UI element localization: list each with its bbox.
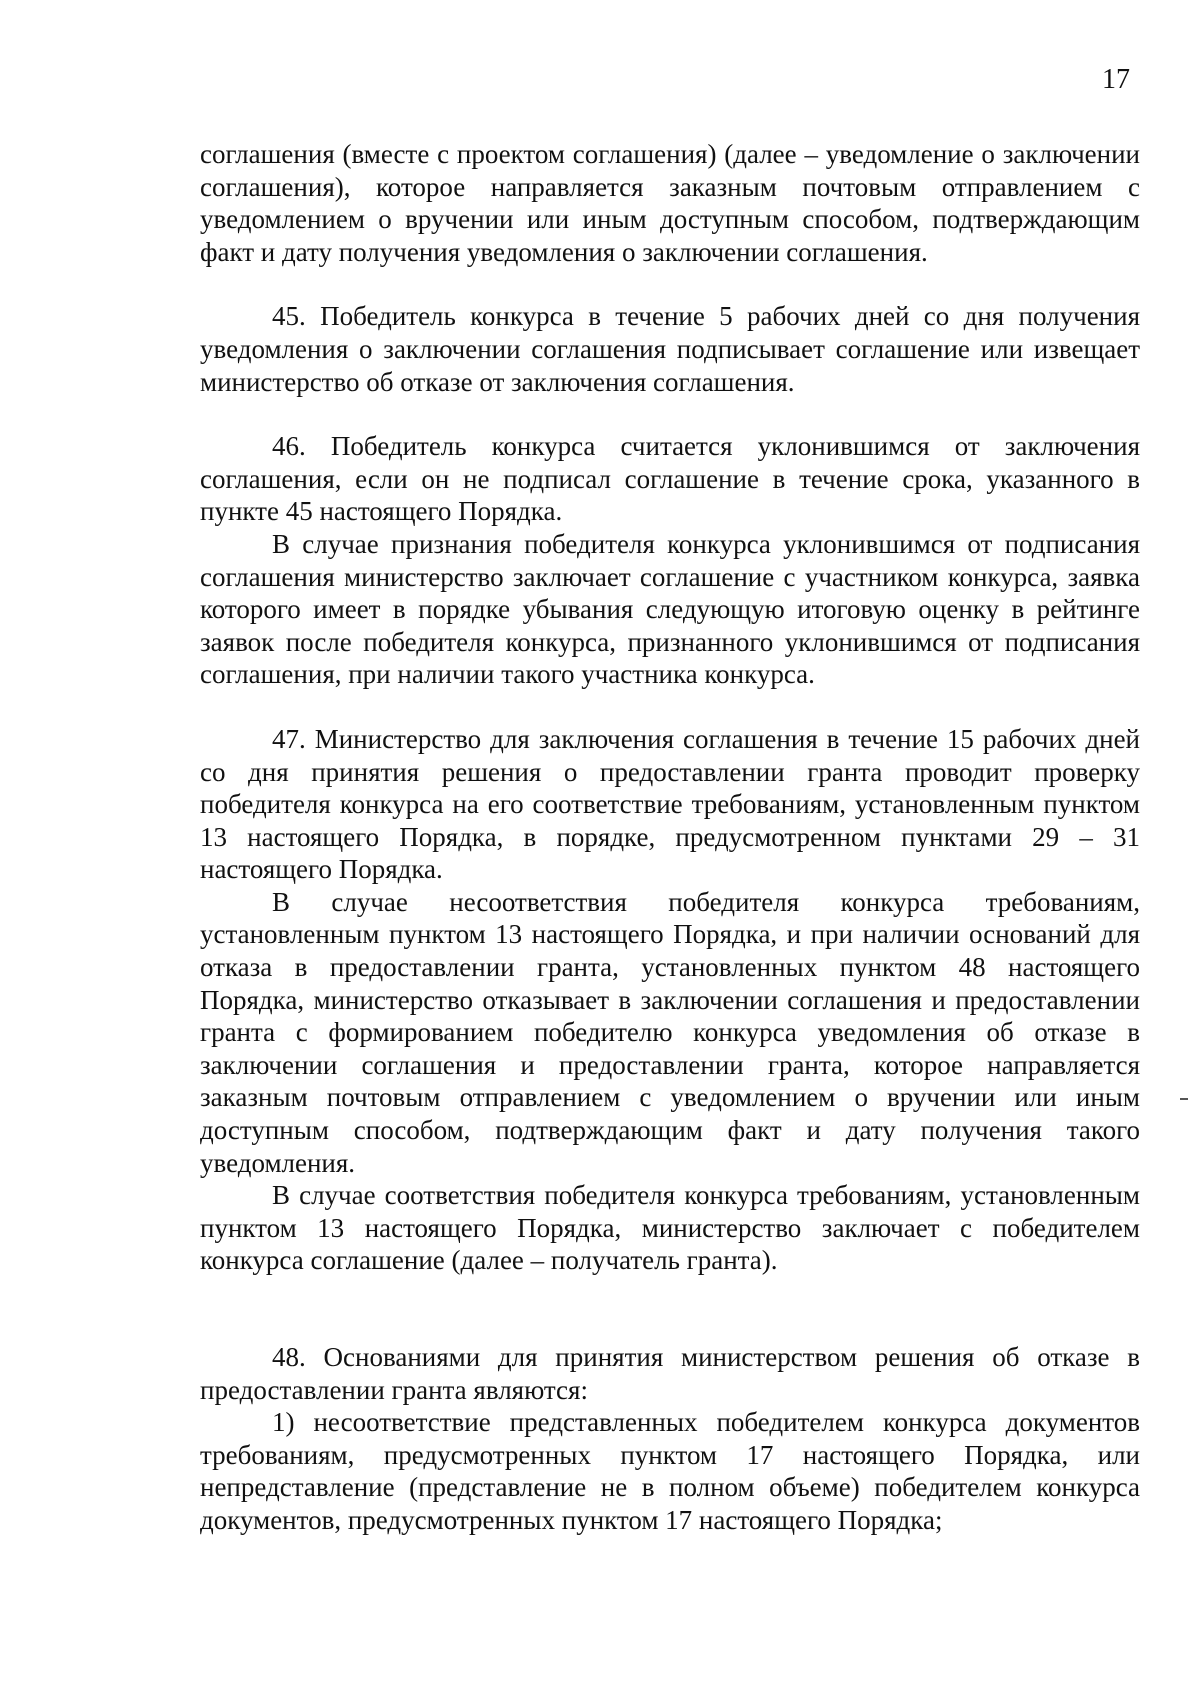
paragraph-47-noncompliance: В случае несоответствия победителя конкурса требованиям, установленным пунктом 13 настоящего Порядка, и при наличии оснований для отказа в предоставлении гранта, установленных пунктом 48 настоящего Порядка, министерство отказывает в заключении соглашения и предоставлении гранта с формированием победителю конкурса уведомления об отказе в заключении соглашения и предоставлении гранта, которое направляется заказным почтовым отправлением с уведомлением о вручении или иным доступным способом, подтверждающим факт и дату получения такого уведомления.: [200, 886, 1140, 1178]
paragraph-45: 45. Победитель конкурса в течение 5 рабочих дней со дня получения уведомления о заключении соглашения подписывает соглашение или извещает министерство об отказе от заключения соглашения.: [200, 301, 1140, 397]
scan-artifact: [1180, 1098, 1188, 1100]
page-number: 17: [1102, 64, 1130, 95]
paragraph-46-evasion: В случае признания победителя конкурса уклонившимся от подписания соглашения министерство заключает соглашение с участником конкурса, заявка которого имеет в порядке убывания следующую итоговую оценку в рейтинге заявок после победителя конкурса, признанного уклонившимся от подписания соглашения, при наличии такого участника конкурса.: [200, 528, 1140, 690]
paragraph-48: 48. Основаниями для принятия министерством решения об отказе в предоставлении гранта являются:: [200, 1342, 1140, 1405]
paragraph-47-compliance: В случае соответствия победителя конкурса требованиям, установленным пунктом 13 настоящего Порядка, министерство заключает с победителем конкурса соглашение (далее – получатель гранта).: [200, 1180, 1140, 1276]
paragraph-continuation: соглашения (вместе с проектом соглашения) (далее – уведомление о заключении соглашения), которое направляется заказным почтовым отправлением с уведомлением о вручении или иным доступным способом, подтверждающим факт и дату получения уведомления о заключении соглашения.: [200, 139, 1140, 267]
document-body: [200, 138, 1140, 1537]
paragraph-48-item-1: 1) несоответствие представленных победителем конкурса документов требованиям, предусмотренных пунктом 17 настоящего Порядка, или непредставление (представление не в полном объеме) победителем конкурса документов, предусмотренных пунктом 17 настоящего Порядка;: [200, 1407, 1140, 1535]
paragraph-47: 47. Министерство для заключения соглашения в течение 15 рабочих дней со дня принятия решения о предоставлении гранта проводит проверку победителя конкурса на его соответствие требованиям, установленным пунктом 13 настоящего Порядка, в порядке, предусмотренном пунктами 29 – 31 настоящего Порядка.: [200, 723, 1140, 885]
paragraph-46: 46. Победитель конкурса считается уклонившимся от заключения соглашения, если он не подписал соглашение в течение срока, указанного в пункте 45 настоящего Порядка.: [200, 431, 1140, 527]
